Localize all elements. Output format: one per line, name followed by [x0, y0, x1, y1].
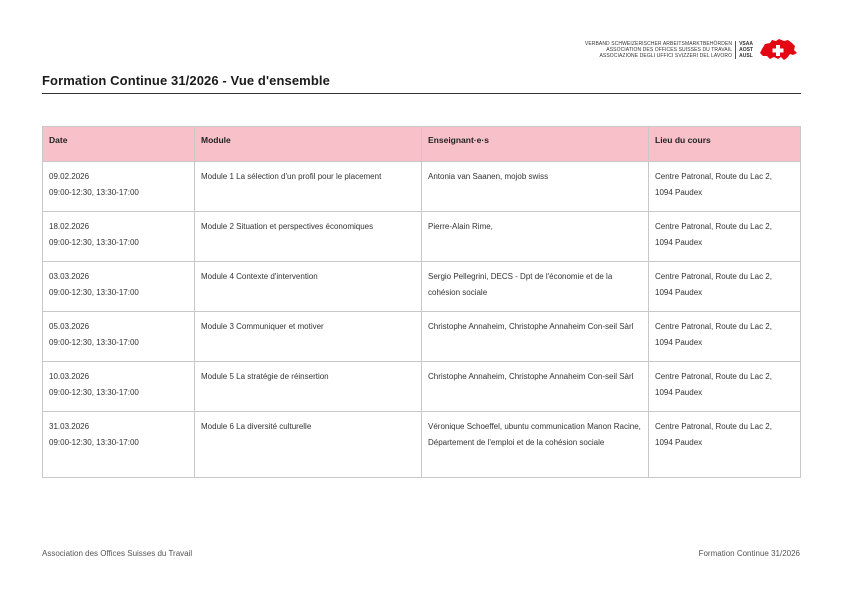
table-row — [43, 262, 801, 312]
org-name-it: ASSOCIAZIONE DEGLI UFFICI SVIZZERI DEL LAVORO — [599, 53, 733, 60]
date-value: 09.02.2026 — [49, 172, 90, 181]
date-cell — [43, 362, 195, 412]
title-divider — [42, 93, 801, 94]
org-logo — [585, 37, 799, 63]
column-header-teachers: Enseignant·e·s — [422, 127, 649, 162]
date-cell — [43, 262, 195, 312]
swiss-map-icon — [757, 37, 799, 63]
location-line-1: Centre Patronal, Route du Lac 2, — [655, 172, 772, 181]
footer-document-name: Formation Continue 31/2026 — [698, 549, 800, 558]
location-line-1: Centre Patronal, Route du Lac 2, — [655, 322, 772, 331]
module-cell: Module 2 Situation et perspectives économiques — [195, 212, 422, 262]
location-line-2: 1094 Paudex — [655, 187, 703, 197]
time-value: 09:00-12:30, 13:30-17:00 — [49, 237, 139, 247]
teachers-cell: Véronique Schoeffel, ubuntu communication Manon Racine, Département de l'emploi et de la cohésion sociale — [422, 412, 649, 478]
teachers-cell: Christophe Annaheim, Christophe Annaheim Con-seil Sàrl — [422, 362, 649, 412]
location-cell — [649, 362, 801, 412]
location-line-2: 1094 Paudex — [655, 387, 703, 397]
page-title: Formation Continue 31/2026 - Vue d'ensemble — [42, 73, 330, 88]
location-line-1: Centre Patronal, Route du Lac 2, — [655, 422, 772, 431]
location-line-2: 1094 Paudex — [655, 337, 703, 347]
date-value: 10.03.2026 — [49, 372, 90, 381]
schedule-table — [42, 126, 801, 478]
time-value: 09:00-12:30, 13:30-17:00 — [49, 187, 139, 197]
date-value: 18.02.2026 — [49, 222, 90, 231]
module-cell: Module 3 Communiquer et motiver — [195, 312, 422, 362]
column-header-location: Lieu du cours — [649, 127, 801, 162]
date-value: 03.03.2026 — [49, 272, 90, 281]
footer-organization: Association des Offices Suisses du Travail — [42, 549, 193, 558]
location-cell — [649, 312, 801, 362]
time-value: 09:00-12:30, 13:30-17:00 — [49, 287, 139, 297]
date-value: 31.03.2026 — [49, 422, 90, 431]
teachers-cell: Sergio Pellegrini, DECS - Dpt de l'économie et de la cohésion sociale — [422, 262, 649, 312]
table-row — [43, 362, 801, 412]
org-name-de: VERBAND SCHWEIZERISCHER ARBEITSMARKTBEHÖRDEN — [584, 40, 733, 47]
date-cell — [43, 412, 195, 478]
location-cell — [649, 212, 801, 262]
location-cell — [649, 262, 801, 312]
org-names — [585, 41, 732, 60]
table-row — [43, 162, 801, 212]
org-name-fr: ASSOCIATION DES OFFICES SUISSES DU TRAVAIL — [606, 46, 733, 53]
table-row — [43, 412, 801, 478]
date-cell — [43, 162, 195, 212]
teachers-cell: Antonia van Saanen, mojob swiss — [422, 162, 649, 212]
location-line-1: Centre Patronal, Route du Lac 2, — [655, 222, 772, 231]
org-code-ausl: AUSL — [739, 53, 753, 60]
time-value: 09:00-12:30, 13:30-17:00 — [49, 387, 139, 397]
time-value: 09:00-12:30, 13:30-17:00 — [49, 437, 139, 447]
column-header-date: Date — [43, 127, 195, 162]
column-header-module: Module — [195, 127, 422, 162]
date-cell — [43, 212, 195, 262]
date-cell — [43, 312, 195, 362]
location-line-2: 1094 Paudex — [655, 287, 703, 297]
org-codes — [735, 41, 753, 60]
date-value: 05.03.2026 — [49, 322, 90, 331]
module-cell: Module 5 La stratégie de réinsertion — [195, 362, 422, 412]
teachers-cell: Pierre-Alain Rime, — [422, 212, 649, 262]
table-header-row — [43, 127, 801, 162]
table-row — [43, 212, 801, 262]
location-line-2: 1094 Paudex — [655, 237, 703, 247]
location-cell — [649, 412, 801, 478]
module-cell: Module 6 La diversité culturelle — [195, 412, 422, 478]
module-cell: Module 4 Contexte d'intervention — [195, 262, 422, 312]
location-line-2: 1094 Paudex — [655, 437, 703, 447]
location-line-1: Centre Patronal, Route du Lac 2, — [655, 272, 772, 281]
table-row — [43, 312, 801, 362]
location-line-1: Centre Patronal, Route du Lac 2, — [655, 372, 772, 381]
module-cell: Module 1 La sélection d'un profil pour le placement — [195, 162, 422, 212]
org-code-aost: AOST — [739, 46, 753, 53]
location-cell — [649, 162, 801, 212]
time-value: 09:00-12:30, 13:30-17:00 — [49, 337, 139, 347]
teachers-cell: Christophe Annaheim, Christophe Annaheim Con-seil Sàrl — [422, 312, 649, 362]
org-code-vsaa: VSAA — [739, 40, 753, 47]
